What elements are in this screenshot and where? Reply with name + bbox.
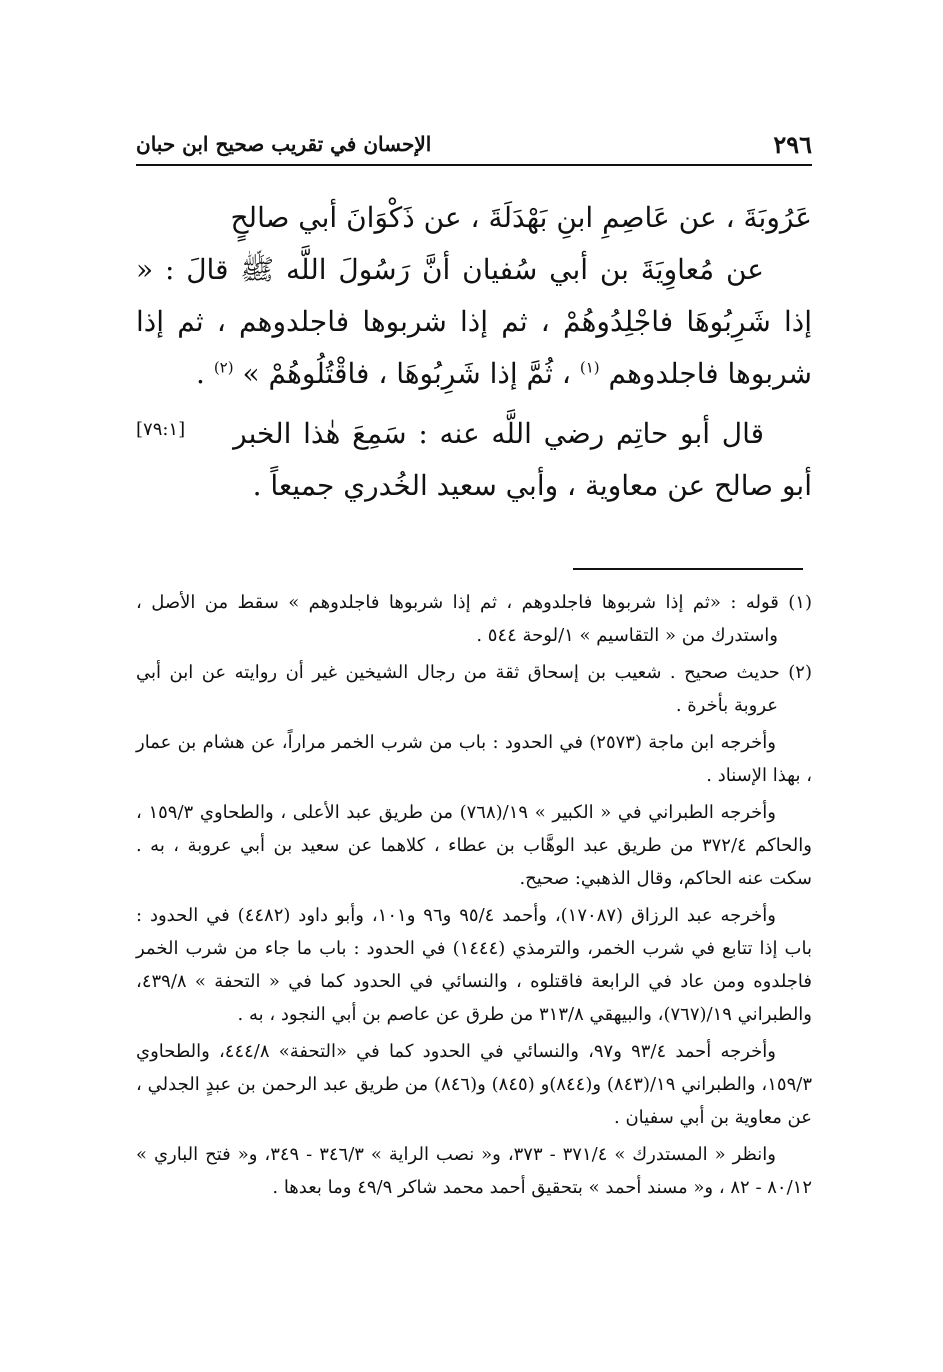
footnote-paragraph-tabarani: وأخرجه الطبراني في « الكبير » ١٩/(٧٦٨) من طريق عبد الأعلى ، والطحاوي ١٥٩/٣ ، والحاكم ٣٧٢/٤ من طريق عبد الوهَّاب بن عطاء ، كلاهما عن سعيد بن أبي عروبة ، به . سكت عنه الحاكم، وقال الذهبي: صحيح.	[136, 802, 812, 889]
hadith-paragraph	[136, 244, 812, 440]
footnote-marker-1: (١)	[579, 358, 600, 377]
footnote-paragraph-ibn-majah: وأخرجه ابن ماجة (٢٥٧٣) في الحدود : باب من شرب الخمر مراراً، عن هشام بن عمار ، بهذا الإسناد .	[136, 732, 812, 786]
main-text	[136, 192, 812, 512]
hadith-text-end: .	[196, 357, 205, 390]
isnad-line: عَرُوبَةَ ، عن عَاصِمِ ابنِ بَهْدَلَةَ ، عن ذَكْوَانَ أبي صالحٍ	[230, 201, 812, 234]
footnote-1: (١) قوله : «ثم إذا شربوها فاجلدوهم ، ثم إذا شربوها فاجلدوهم » سقط من الأصل ، واستدرك من « التقاسيم » ١/لوحة ٥٤٤ .	[136, 592, 812, 646]
hadith-text: عن مُعاوِيَةَ بن أبي سُفيان أنَّ رَسُولَ اللَّه ﷺ قالَ : « إذا شَرِبُوهَا فاجْلِدُوهُمْ ، ثم إذا شربوها فاجلدوهم ، ثم إذا شربوها فاجلدوهم	[136, 253, 812, 390]
footnotes	[136, 586, 812, 1208]
footnote-paragraph-abd-razzaq: وأخرجه عبد الرزاق (١٧٠٨٧)، وأحمد ٩٥/٤ و٩٦ و١٠١، وأبو داود (٤٤٨٢) في الحدود : باب إذا تتابع في شرب الخمر، والترمذي (١٤٤٤) في الحدود : باب ما جاء من شرب الخمر فاجلدوه ومن عاد في الرابعة فاقتلوه ، والنسائي في الحدود كما في « التحفة » ٤٣٩/٨، والطبراني ١٩/(٧٦٧)، والبيهقي ٣١٣/٨ من طرق عن عاصم بن أبي النجود ، به .	[136, 905, 812, 1025]
footnote-marker-2: (٢)	[213, 358, 234, 377]
running-title: الإحسان في تقريب صحيح ابن حبان	[136, 132, 432, 156]
footnote-paragraph-ahmad: وأخرجه أحمد ٩٣/٤ و٩٧، والنسائي في الحدود كما في «التحفة» ٤٤٤/٨، والطحاوي ١٥٩/٣، والطبراني ١٩/(٨٤٣) و(٨٤٤)و (٨٤٥) و(٨٤٦) من طريق عبد الرحمن بن عبدٍ الجدلي ، عن معاوية بن أبي سفيان .	[136, 1041, 812, 1128]
commentary-paragraph: قال أبو حاتِم رضي اللَّه عنه : سَمِعَ هٰذا الخبر أبو صالح عن معاوية ، وأبي سعيد الخُدري جميعاً .	[233, 417, 812, 502]
footnote-separator	[573, 568, 803, 570]
hadith-text-continued: ، ثُمَّ إذا شَرِبُوهَا ، فاقْتُلُوهُمْ »	[242, 357, 571, 390]
footnote-paragraph-unzur: وانظر « المستدرك » ٣٧١/٤ - ٣٧٣، و« نصب الراية » ٣٤٦/٣ - ٣٤٩، و« فتح الباري » ٨٠/١٢ - ٨٢ ، و« مسند أحمد » بتحقيق أحمد محمد شاكر ٤٩/٩ وما بعدها .	[136, 1144, 812, 1198]
reference-tag: [٧٩:١]	[136, 419, 186, 440]
page-number: ٢٩٦	[773, 130, 812, 159]
running-header	[136, 128, 812, 166]
footnote-2: (٢) حديث صحيح . شعيب بن إسحاق ثقة من رجال الشيخين غير أن روايته عن ابن أبي عروبة بأخرة .	[136, 662, 812, 716]
